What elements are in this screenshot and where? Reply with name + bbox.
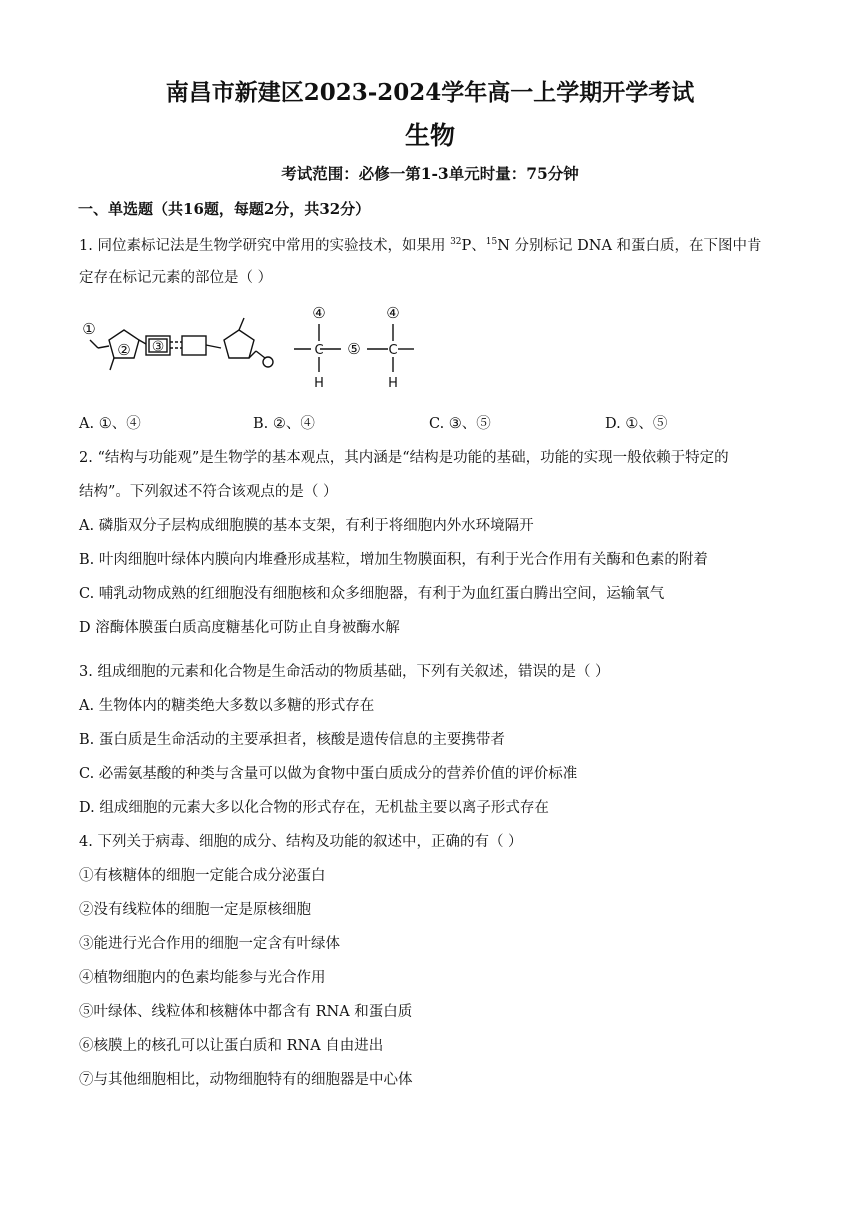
label-1: ① xyxy=(82,320,96,338)
q1-option-b: B. ②、④ xyxy=(253,416,315,432)
q2-stem-line1: 2. “结构与功能观”是生物学的基本观点，其内涵是“结构是功能的基础，功能的实现一般依赖于特定的 xyxy=(79,450,729,466)
q3-option-d: D. 组成细胞的元素大多以化合物的形式存在，无机盐主要以离子形式存在 xyxy=(79,800,549,816)
q2-option-b: B. 叶肉细胞叶绿体内膜向内堆叠形成基粒，增加生物膜面积，有利于光合作用有关酶和色素的附着 xyxy=(79,552,708,568)
q4-statement-5: ⑤叶绿体、线粒体和核糖体中都含有 RNA 和蛋白质 xyxy=(79,1004,413,1020)
q4-statement-1: ①有核糖体的细胞一定能合成分泌蛋白 xyxy=(79,868,326,884)
subject-title: 生物 xyxy=(404,121,455,150)
q4-statement-6: ⑥核膜上的核孔可以让蛋白质和 RNA 自由进出 xyxy=(79,1038,384,1054)
label-5: ⑤ xyxy=(347,340,361,358)
q4-statement-2: ②没有线粒体的细胞一定是原核细胞 xyxy=(79,902,311,918)
q1-option-c: C. ③、⑤ xyxy=(429,416,491,432)
q1-stem-line1: 1. 同位素标记法是生物学研究中常用的实验技术，如果用 $^{32}$P、$^{15}$N 分别标记 DNA 和蛋白质，在下图中肯 xyxy=(79,237,762,254)
q3-option-b: B. 蛋白质是生命活动的主要承担者，核酸是遗传信息的主要携带者 xyxy=(79,732,505,748)
label-4b: ④ xyxy=(386,304,400,322)
exam-scope: 考试范围：必修一第1-3单元时量：75分钟 xyxy=(281,164,579,183)
hydrogen-1: H xyxy=(314,376,324,391)
q3-option-a: A. 生物体内的糖类绝大多数以多糖的形式存在 xyxy=(79,698,375,714)
q4-statement-7: ⑦与其他细胞相比，动物细胞特有的细胞器是中心体 xyxy=(79,1072,413,1088)
q3-stem: 3. 组成细胞的元素和化合物是生命活动的物质基础，下列有关叙述，错误的是（ ） xyxy=(79,664,610,680)
carbon-2: C xyxy=(388,343,398,358)
label-3: ③ xyxy=(151,339,165,355)
q1-option-a: A. ①、④ xyxy=(79,416,141,432)
q1-option-d: D. ①、⑤ xyxy=(605,416,668,432)
q4-statement-4: ④植物细胞内的色素均能参与光合作用 xyxy=(79,970,326,986)
label-4a: ④ xyxy=(312,304,326,322)
q2-option-d: D 溶酶体膜蛋白质高度糖基化可防止自身被酶水解 xyxy=(79,620,400,636)
q2-option-a: A. 磷脂双分子层构成细胞膜的基本支架，有利于将细胞内外水环境隔开 xyxy=(79,518,534,534)
carbon-1: C xyxy=(314,343,324,358)
q1-figure xyxy=(76,296,436,400)
q3-option-c: C. 必需氨基酸的种类与含量可以做为食物中蛋白质成分的营养价值的评价标准 xyxy=(79,766,578,782)
q1-stem-line2: 定存在标记元素的部位是（ ） xyxy=(79,270,273,286)
exam-title: 南昌市新建区2023-2024学年高一上学期开学考试 xyxy=(165,79,695,106)
hydrogen-2: H xyxy=(388,376,398,391)
q2-stem-line2: 结构”。下列叙述不符合该观点的是（ ） xyxy=(79,484,338,500)
q4-statement-3: ③能进行光合作用的细胞一定含有叶绿体 xyxy=(79,936,340,952)
label-2: ② xyxy=(117,341,131,359)
q2-option-c: C. 哺乳动物成熟的红细胞没有细胞核和众多细胞器，有利于为血红蛋白腾出空间，运输氧气 xyxy=(79,586,665,602)
q4-stem: 4. 下列关于病毒、细胞的成分、结构及功能的叙述中，正确的有（ ） xyxy=(79,834,523,850)
section-heading: 一、单选题（共16题，每题2分，共32分） xyxy=(78,200,371,218)
